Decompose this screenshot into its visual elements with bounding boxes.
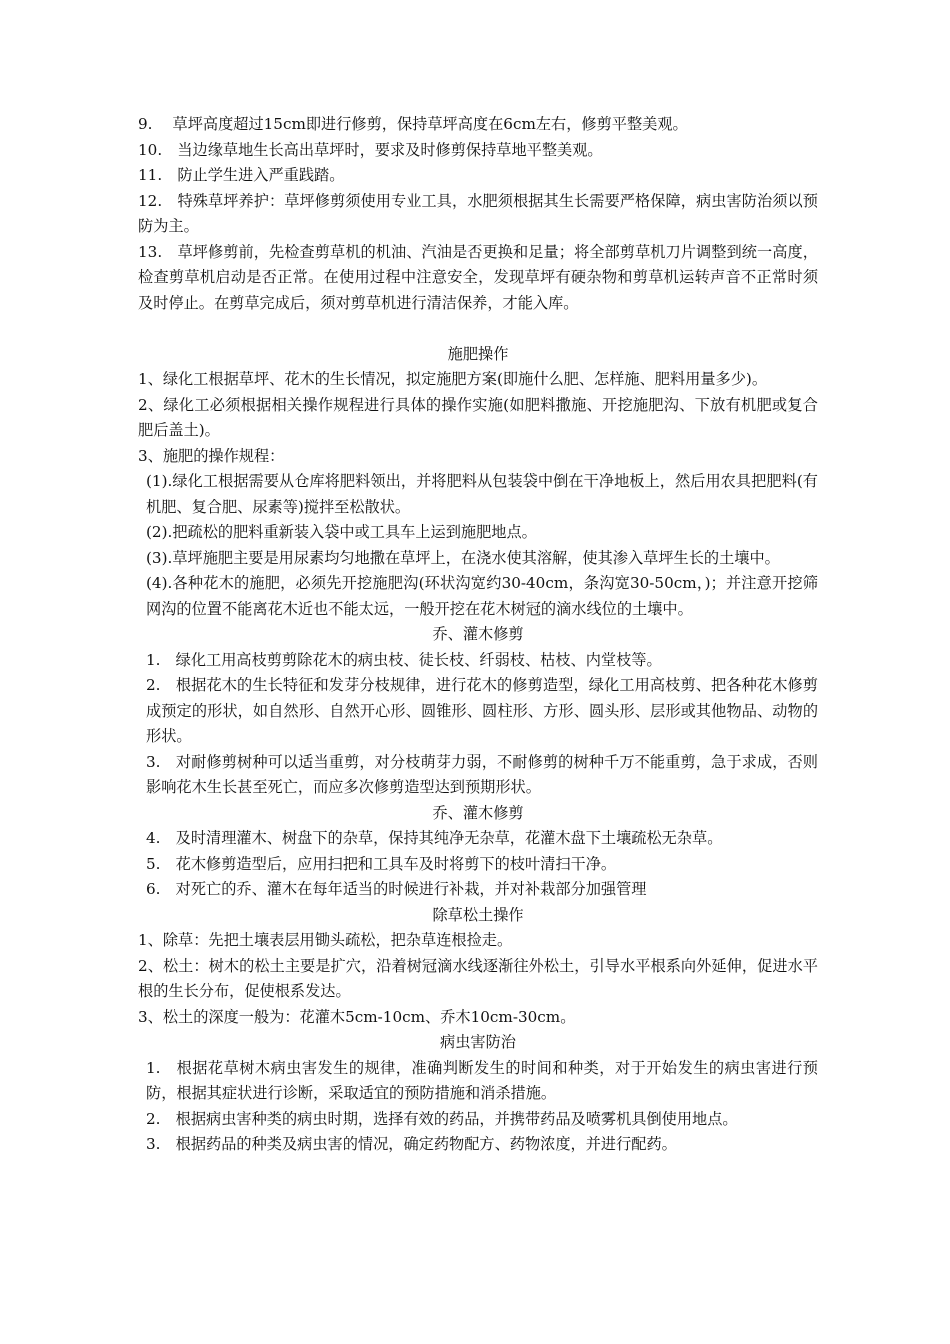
list-item: 1. 根据花草树木病虫害发生的规律，准确判断发生的时间和种类，对于开始发生的病虫害进行预防，根据其症状进行诊断，采取适宜的预防措施和消杀措施。: [146, 1058, 818, 1102]
section-heading: 乔、灌木修剪: [432, 803, 524, 822]
list-item: (2).把疏松的肥料重新装入袋中或工具车上运到施肥地点。: [146, 523, 537, 541]
list-item: 5. 花木修剪造型后，应用扫把和工具车及时将剪下的枝叶清扫干净。: [146, 854, 617, 873]
section-heading: 病虫害防治: [440, 1033, 516, 1051]
list-item: 6. 对死亡的乔、灌木在每年适当的时候进行补栽，并对补栽部分加强管理: [146, 880, 647, 898]
list-item: 2. 根据花木的生长特征和发芽分枝规律，进行花木的修剪造型，绿化工用高枝剪、把各种花木修剪成预定的形状，如自然形、自然开心形、圆锥形、圆柱形、方形、圆头形、层形或其他物品、动物的形状。: [146, 676, 818, 745]
list-item: (3).草坪施肥主要是用尿素均匀地撒在草坪上，在浇水使其溶解，使其渗入草坪生长的土壤中。: [146, 548, 780, 567]
list-item: 3. 根据药品的种类及病虫害的情况，确定药物配方、药物浓度，并进行配药。: [146, 1135, 677, 1153]
paragraph: 13. 草坪修剪前，先检查剪草机的机油、汽油是否更换和足量；将全部剪草机刀片调整到统一高度，检查剪草机启动是否正常。在使用过程中注意安全，发现草坪有硬杂物和剪草机运转声音不正常时须及时停止。在剪草完成后，须对剪草机进行清洁保养，才能入库。: [138, 242, 818, 312]
paragraph: 3、施肥的操作规程：: [138, 446, 285, 465]
document-page: [138, 112, 818, 1158]
paragraph: 11. 防止学生进入严重践踏。: [138, 166, 345, 184]
list-item: (4).各种花木的施肥，必须先开挖施肥沟(环状沟宽约30-40cm，条沟宽30-50cm，)；并注意开挖筛网沟的位置不能离花木近也不能太远，一般开挖在花木树冠的滴水线位的土壤中。: [146, 574, 818, 618]
list-item: 3. 对耐修剪树种可以适当重剪，对分枝萌芽力弱，不耐修剪的树种千万不能重剪，急于求成，否则影响花木生长甚至死亡，而应多次修剪造型达到预期形状。: [146, 752, 818, 796]
paragraph: 12. 特殊草坪养护：草坪修剪须使用专业工具，水肥须根据其生长需要严格保障，病虫害防治须以预防为主。: [138, 191, 818, 235]
paragraph: 1、除草：先把土壤表层用锄头疏松，把杂草连根捡走。: [138, 931, 513, 949]
section-heading: 施肥操作: [447, 344, 509, 363]
paragraph: 2、绿化工必须根据相关操作规程进行具体的操作实施(如肥料撒施、开挖施肥沟、下放有机肥或复合肥后盖土)。: [138, 395, 818, 439]
paragraph: 9. 草坪高度超过15cm即进行修剪，保持草坪高度在6cm左右，修剪平整美观。: [138, 115, 688, 133]
paragraph: 3、松土的深度一般为：花灌木5cm-10cm、乔木10cm-30cm。: [138, 1007, 576, 1026]
paragraph: 2、松土：树木的松土主要是扩穴，沿着树冠滴水线逐渐往外松土，引导水平根系向外延伸，促进水平根的生长分布，促使根系发达。: [138, 956, 818, 1000]
list-item: 4. 及时清理灌木、树盘下的杂草，保持其纯净无杂草，花灌木盘下土壤疏松无杂草。: [146, 829, 723, 847]
paragraph: 10. 当边缘草地生长高出草坪时，要求及时修剪保持草地平整美观。: [138, 140, 603, 159]
list-item: 1. 绿化工用高枝剪剪除花木的病虫枝、徒长枝、纤弱枝、枯枝、内堂枝等。: [146, 650, 662, 669]
list-item: 2. 根据病虫害种类的病虫时期，选择有效的药品，并携带药品及喷雾机具倒使用地点。: [146, 1109, 738, 1128]
section-heading: 乔、灌木修剪: [432, 625, 524, 643]
section-heading: 除草松土操作: [432, 905, 524, 924]
blank-line: [138, 316, 818, 342]
paragraph: 1、绿化工根据草坪、花木的生长情况，拟定施肥方案(即施什么肥、怎样施、肥料用量多少)。: [138, 370, 768, 388]
list-item: (1).绿化工根据需要从仓库将肥料领出，并将肥料从包装袋中倒在干净地板上，然后用农具把肥料(有机肥、复合肥、尿素等)搅拌至松散状。: [146, 472, 818, 516]
